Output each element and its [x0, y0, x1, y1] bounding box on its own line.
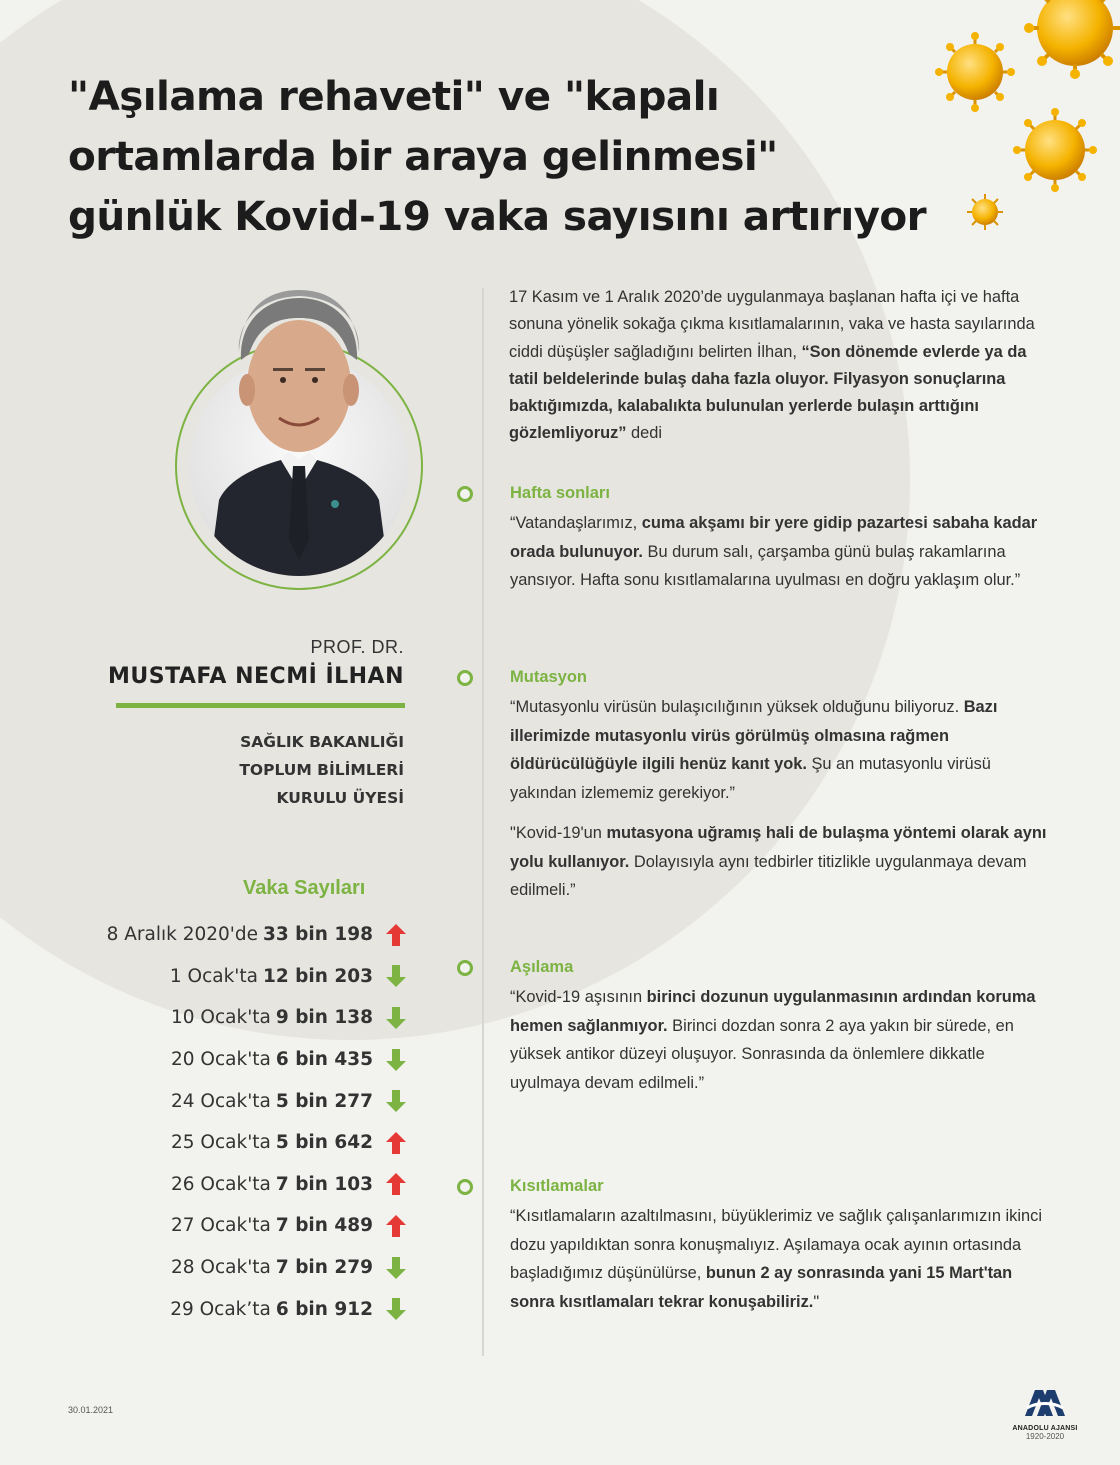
- case-count: 12 bin 203: [263, 965, 373, 987]
- case-date: 10 Ocak'ta: [170, 1007, 271, 1029]
- section-title: Aşılama: [510, 958, 574, 976]
- case-count: 6 bin 912: [275, 1298, 373, 1320]
- case-row: [107, 1247, 406, 1289]
- section-title: Hafta sonları: [510, 484, 610, 502]
- text-bold: Bazı illerimizde mutasyonlu virüs görülmüş olmasına rağmen öldürücülüğüyle ilgili henüz kanıt yok.: [510, 698, 998, 773]
- case-date: 25 Ocak'ta: [170, 1132, 271, 1154]
- text-bold: mutasyona uğramış hali de bulaşma yöntemi olarak aynı yolu kullanıyor.: [510, 824, 1047, 871]
- timeline-line: [482, 288, 484, 1356]
- text: Bu durum salı, çarşamba günü bulaş rakamlarına yansıyor. Hafta sonu kısıtlamalarına uyulması en doğru yaklaşım olur.”: [510, 542, 1021, 589]
- case-date: 1 Ocak'ta: [169, 965, 258, 987]
- section-text: [510, 819, 1050, 905]
- intro-quote: “Son dönemde evlerde ya da tatil beldelerinde bulaş daha fazla oluyor. Filyasyon sonuçlarına baktığımızda, kalabalıkta bulunulan yerlerde bulaşın arttığını gözlemliyoruz”: [509, 342, 1027, 443]
- case-count: 5 bin 277: [275, 1090, 373, 1112]
- trend-up-icon: [386, 1173, 406, 1195]
- case-count: 6 bin 435: [275, 1049, 373, 1071]
- case-count: 7 bin 279: [275, 1257, 373, 1279]
- section-kisitlamalar: [510, 1177, 1050, 1316]
- timeline-dot-icon: [457, 670, 473, 686]
- section-hafta-sonlari: [510, 484, 1050, 595]
- case-count: 5 bin 642: [275, 1132, 373, 1154]
- text-bold: cuma akşamı bir yere gidip pazartesi sabaha kadar orada bulunuyor.: [510, 514, 1038, 561]
- agency-logo: [1010, 1388, 1080, 1441]
- trend-up-icon: [386, 1132, 406, 1154]
- trend-up-icon: [386, 924, 406, 946]
- role-line-1: SAĞLIK BAKANLIĞI: [240, 733, 404, 751]
- logo-years: 1920-2020: [1025, 1432, 1065, 1441]
- case-count: 7 bin 489: [275, 1215, 373, 1237]
- trend-up-icon: [386, 1215, 406, 1237]
- role-line-3: KURULU ÜYESİ: [276, 789, 404, 807]
- cases-list: [107, 914, 406, 1330]
- portrait-photo: [189, 290, 409, 576]
- cases-title: Vaka Sayıları: [243, 877, 366, 899]
- text: “Vatandaşlarımız,: [510, 514, 642, 532]
- case-date: 20 Ocak'ta: [170, 1049, 271, 1071]
- case-date: 24 Ocak'ta: [170, 1090, 271, 1112]
- person-name: MUSTAFA NECMİ İLHAN: [108, 664, 404, 689]
- case-row: [107, 1288, 406, 1330]
- section-title: Kısıtlamalar: [510, 1177, 604, 1195]
- case-date: 26 Ocak'ta: [170, 1173, 271, 1195]
- trend-down-icon: [386, 1298, 406, 1320]
- case-date: 8 Aralık 2020'de: [106, 924, 258, 946]
- text-bold: birinci dozunun uygulanmasının ardından koruma hemen sağlanmıyor.: [510, 988, 1036, 1035]
- section-mutasyon: [510, 668, 1050, 905]
- page-title: [68, 66, 968, 246]
- text: “Kısıtlamaların azaltılmasını, büyüklerimiz ve sağlık çalışanlarımızın ikinci dozu yapıldıktan sonra konuşmalıyız. Aşılamaya ocak ayının ortasında başladığımız düşünülürse,: [510, 1207, 1042, 1282]
- timeline-dot-icon: [457, 960, 473, 976]
- case-row: [107, 1164, 406, 1206]
- trend-down-icon: [386, 1090, 406, 1112]
- case-count: 9 bin 138: [275, 1007, 373, 1029]
- text: Şu an mutasyonlu virüsü yakından izlememiz gerekiyor.”: [510, 755, 991, 802]
- trend-down-icon: [386, 1257, 406, 1279]
- text: ": [813, 1292, 820, 1311]
- text: Birinci dozdan sonra 2 aya yakın bir sürede, en yüksek antikor düzeyi oluşuyor. Sonrasında da önlemlere dikkatle uyulmaya devam edilmeli.”: [510, 1016, 1014, 1092]
- virus-icon-medium-2: [1013, 108, 1097, 192]
- case-row: [107, 914, 406, 956]
- section-text: [510, 1202, 1050, 1316]
- title-line-2: ortamlarda bir araya gelinmesi": [68, 132, 778, 180]
- intro-text: 17 Kasım ve 1 Aralık 2020’de uygulanmaya başlanan hafta içi ve hafta sonuna yönelik sokağa çıkma kısıtlamalarının, vaka ve hasta sayılarında ciddi düşüşler sağladığını belirten İlhan,: [509, 288, 1035, 361]
- section-text: [510, 509, 1050, 595]
- text-bold: bunun 2 ay sonrasında yani 15 Mart'tan sonra kısıtlamaları tekrar konuşabiliriz.: [510, 1264, 1013, 1311]
- publish-date: 30.01.2021: [68, 1405, 114, 1415]
- case-row: [107, 1080, 406, 1122]
- timeline-dot-icon: [457, 486, 473, 502]
- trend-down-icon: [386, 965, 406, 987]
- case-row: [107, 1205, 406, 1247]
- text: “Mutasyonlu virüsün bulaşıcılığının yüksek olduğunu biliyoruz.: [510, 698, 964, 716]
- text: "Kovid-19'un: [510, 824, 607, 842]
- title-line-3: günlük Kovid-19 vaka sayısını artırıyor: [68, 192, 927, 240]
- aa-logo-icon: [1023, 1388, 1067, 1418]
- intro-paragraph: [509, 284, 1049, 448]
- case-date: 27 Ocak'ta: [170, 1215, 271, 1237]
- trend-down-icon: [386, 1007, 406, 1029]
- case-row: [107, 1039, 406, 1081]
- case-date: 29 Ocak’ta: [170, 1298, 271, 1320]
- case-date: 28 Ocak'ta: [170, 1257, 271, 1279]
- section-text: [510, 693, 1050, 807]
- person-title: PROF. DR.: [310, 637, 404, 657]
- trend-down-icon: [386, 1049, 406, 1071]
- text: “Kovid-19 aşısının: [510, 988, 647, 1006]
- case-row: [107, 956, 406, 998]
- logo-text: ANADOLU AJANSI: [1012, 1425, 1078, 1432]
- person-role: [239, 728, 404, 812]
- case-row: [107, 1122, 406, 1164]
- intro-text-end: dedi: [626, 424, 663, 443]
- section-text: [510, 983, 1050, 1097]
- section-title: Mutasyon: [510, 668, 588, 686]
- section-asilama: [510, 958, 1050, 1097]
- case-count: 7 bin 103: [275, 1173, 373, 1195]
- name-underline: [116, 703, 405, 708]
- case-row: [107, 997, 406, 1039]
- timeline-dot-icon: [457, 1179, 473, 1195]
- virus-icon-large: [1024, 0, 1120, 79]
- role-line-2: TOPLUM BİLİMLERİ: [239, 761, 404, 779]
- title-line-1: "Aşılama rehaveti" ve "kapalı: [68, 72, 720, 120]
- case-count: 33 bin 198: [263, 924, 373, 946]
- text: Dolayısıyla aynı tedbirler titizlikle uygulanmaya devam edilmeli.”: [510, 852, 1027, 899]
- virus-icon-small: [967, 194, 1003, 230]
- person-info: [108, 637, 404, 689]
